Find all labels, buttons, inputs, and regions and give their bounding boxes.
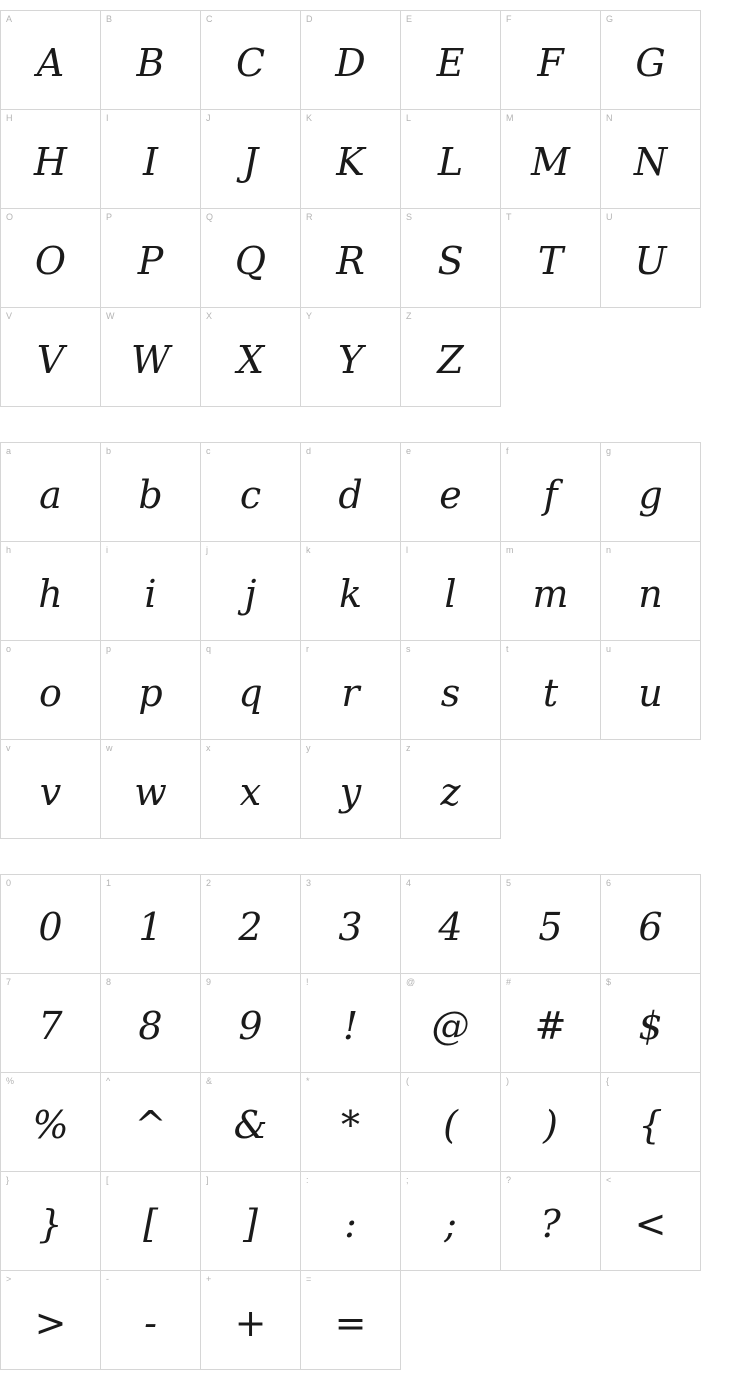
glyph-code-label: ? — [506, 1175, 512, 1185]
glyph-cell[interactable] — [301, 641, 401, 740]
glyph-cell[interactable] — [201, 641, 301, 740]
glyph-code-label: - — [106, 1274, 110, 1284]
glyph-character: % — [32, 1103, 69, 1147]
glyph-cell[interactable] — [501, 974, 601, 1073]
glyph-character: * — [341, 1103, 360, 1147]
glyph-cell[interactable] — [1, 641, 101, 740]
glyph-character: 6 — [638, 905, 663, 949]
glyph-character: ? — [540, 1202, 561, 1246]
glyph-cell[interactable] — [101, 740, 201, 839]
glyph-cell[interactable] — [601, 209, 701, 308]
glyph-character: : — [344, 1202, 357, 1246]
glyph-character: i — [144, 572, 157, 616]
glyph-code-label: M — [506, 113, 514, 123]
glyph-cell[interactable] — [1, 740, 101, 839]
glyph-cell[interactable] — [201, 308, 301, 407]
glyph-character: d — [338, 473, 363, 517]
glyph-cell[interactable] — [301, 1271, 401, 1370]
glyph-character: Q — [234, 239, 267, 283]
glyph-character: D — [335, 41, 366, 85]
glyph-code-label: [ — [106, 1175, 109, 1185]
glyph-cell[interactable] — [201, 11, 301, 110]
glyph-code-label: j — [206, 545, 209, 555]
glyph-character: [ — [143, 1202, 158, 1246]
glyph-character: g — [638, 473, 663, 517]
glyph-character: a — [39, 473, 62, 517]
glyph-cell[interactable] — [201, 110, 301, 209]
glyph-code-label: X — [206, 311, 213, 321]
glyph-cell-empty — [601, 308, 701, 407]
glyph-cell-empty — [401, 1271, 501, 1370]
glyph-cell[interactable] — [1, 209, 101, 308]
glyph-character: ^ — [134, 1103, 167, 1147]
glyph-character: S — [437, 239, 464, 283]
glyph-code-label: @ — [406, 977, 416, 987]
glyph-cell[interactable] — [1, 1073, 101, 1172]
glyph-code-label: ) — [506, 1076, 510, 1086]
glyph-cell[interactable] — [101, 641, 201, 740]
specimen-sections — [0, 10, 740, 1370]
glyph-cell[interactable] — [501, 542, 601, 641]
glyph-code-label: K — [306, 113, 313, 123]
glyph-character: ; — [444, 1202, 457, 1246]
glyph-cell[interactable] — [401, 740, 501, 839]
glyph-cell[interactable] — [1, 11, 101, 110]
glyph-cell[interactable] — [101, 308, 201, 407]
glyph-cell[interactable] — [401, 1172, 501, 1271]
glyph-cell[interactable] — [1, 875, 101, 974]
glyph-code-label: d — [306, 446, 312, 456]
glyph-character: j — [244, 572, 257, 616]
glyph-code-label: g — [606, 446, 612, 456]
glyph-code-label: q — [206, 644, 212, 654]
glyph-cell[interactable] — [101, 1271, 201, 1370]
glyph-character: P — [137, 239, 164, 283]
glyph-character: h — [38, 572, 63, 616]
glyph-cell[interactable] — [601, 974, 701, 1073]
glyph-character: 5 — [538, 905, 563, 949]
glyph-character: $ — [638, 1004, 663, 1048]
glyph-character: } — [38, 1202, 63, 1246]
glyph-section-lowercase — [0, 442, 740, 839]
glyph-code-label: I — [106, 113, 109, 123]
glyph-code-label: A — [6, 14, 13, 24]
glyph-code-label: L — [406, 113, 412, 123]
glyph-code-label: m — [506, 545, 514, 555]
glyph-code-label: o — [6, 644, 12, 654]
glyph-cell[interactable] — [101, 110, 201, 209]
glyph-code-label: > — [6, 1274, 12, 1284]
glyph-code-label: N — [606, 113, 613, 123]
glyph-character: b — [138, 473, 163, 517]
glyph-character: J — [242, 140, 259, 184]
glyph-cell[interactable] — [401, 11, 501, 110]
glyph-code-label: H — [6, 113, 13, 123]
glyph-code-label: s — [406, 644, 411, 654]
glyph-cell[interactable] — [201, 1271, 301, 1370]
glyph-code-label: + — [206, 1274, 212, 1284]
glyph-cell[interactable] — [501, 1172, 601, 1271]
glyph-code-label: 0 — [6, 878, 12, 888]
glyph-code-label: y — [306, 743, 311, 753]
glyph-character: e — [439, 473, 462, 517]
glyph-character: 0 — [38, 905, 63, 949]
glyph-cell[interactable] — [501, 110, 601, 209]
glyph-character: w — [134, 770, 167, 814]
glyph-section-digits-and-symbols — [0, 874, 740, 1370]
glyph-character: - — [144, 1301, 157, 1345]
glyph-code-label: c — [206, 446, 211, 456]
glyph-character: ) — [543, 1103, 558, 1147]
section-gap — [0, 839, 740, 874]
glyph-character: 9 — [238, 1004, 263, 1048]
glyph-cell[interactable] — [301, 110, 401, 209]
glyph-cell[interactable] — [1, 110, 101, 209]
glyph-character: B — [136, 41, 165, 85]
glyph-cell[interactable] — [401, 542, 501, 641]
glyph-character: 8 — [138, 1004, 163, 1048]
glyph-character: 4 — [438, 905, 463, 949]
glyph-cell[interactable] — [401, 641, 501, 740]
glyph-code-label: E — [406, 14, 413, 24]
glyph-character: ! — [342, 1004, 359, 1048]
glyph-cell[interactable] — [501, 209, 601, 308]
glyph-cell-empty — [501, 308, 601, 407]
glyph-character: X — [236, 338, 265, 382]
glyph-character: = — [334, 1301, 367, 1345]
glyph-character: > — [34, 1301, 67, 1345]
glyph-code-label: ( — [406, 1076, 410, 1086]
glyph-character: # — [534, 1004, 567, 1048]
glyph-cell[interactable] — [1, 443, 101, 542]
glyph-code-label: v — [6, 743, 11, 753]
glyph-cell[interactable] — [301, 740, 401, 839]
glyph-character: ] — [243, 1202, 258, 1246]
glyph-code-label: ! — [306, 977, 309, 987]
glyph-cell[interactable] — [401, 974, 501, 1073]
glyph-code-label: 5 — [506, 878, 512, 888]
glyph-cell[interactable] — [201, 1073, 301, 1172]
glyph-grid — [0, 10, 701, 407]
glyph-character: p — [138, 671, 163, 715]
glyph-character: v — [39, 770, 62, 814]
glyph-character: N — [633, 140, 668, 184]
glyph-cell[interactable] — [401, 875, 501, 974]
glyph-cell[interactable] — [301, 1172, 401, 1271]
glyph-character: A — [36, 41, 65, 85]
glyph-character: W — [130, 338, 171, 382]
glyph-character: l — [444, 572, 457, 616]
glyph-cell[interactable] — [501, 11, 601, 110]
glyph-cell[interactable] — [501, 641, 601, 740]
glyph-cell[interactable] — [601, 1073, 701, 1172]
glyph-code-label: { — [606, 1076, 610, 1086]
glyph-cell[interactable] — [1, 542, 101, 641]
glyph-character: G — [635, 41, 666, 85]
glyph-cell[interactable] — [301, 974, 401, 1073]
glyph-code-label: T — [506, 212, 512, 222]
glyph-character: 1 — [138, 905, 163, 949]
section-gap — [0, 407, 740, 442]
glyph-code-label: J — [206, 113, 211, 123]
glyph-code-label: 7 — [6, 977, 12, 987]
glyph-grid — [0, 874, 701, 1370]
glyph-character: T — [537, 239, 564, 283]
glyph-cell[interactable] — [1, 1271, 101, 1370]
glyph-character: L — [437, 140, 464, 184]
glyph-character: 2 — [238, 905, 263, 949]
glyph-character: o — [39, 671, 62, 715]
glyph-cell-empty — [501, 740, 601, 839]
glyph-cell[interactable] — [201, 974, 301, 1073]
glyph-character: R — [336, 239, 365, 283]
glyph-code-label: $ — [606, 977, 612, 987]
glyph-code-label: V — [6, 311, 13, 321]
glyph-code-label: O — [6, 212, 14, 222]
glyph-code-label: * — [306, 1076, 310, 1086]
glyph-code-label: W — [106, 311, 115, 321]
glyph-cell[interactable] — [601, 11, 701, 110]
glyph-code-label: 1 — [106, 878, 112, 888]
glyph-code-label: 2 — [206, 878, 212, 888]
glyph-character: x — [239, 770, 262, 814]
glyph-code-label: p — [106, 644, 112, 654]
glyph-character: t — [542, 671, 559, 715]
glyph-code-label: B — [106, 14, 113, 24]
glyph-code-label: # — [506, 977, 512, 987]
glyph-character: E — [436, 41, 465, 85]
glyph-cell[interactable] — [1, 308, 101, 407]
glyph-character: Z — [437, 338, 464, 382]
glyph-character: H — [33, 140, 68, 184]
glyph-code-label: a — [6, 446, 12, 456]
glyph-cell[interactable] — [601, 110, 701, 209]
glyph-cell[interactable] — [101, 1172, 201, 1271]
glyph-code-label: i — [106, 545, 109, 555]
glyph-code-label: k — [306, 545, 311, 555]
glyph-code-label: h — [6, 545, 12, 555]
glyph-code-label: e — [406, 446, 412, 456]
glyph-grid — [0, 442, 701, 839]
glyph-cell-empty — [601, 740, 701, 839]
glyph-character: m — [532, 572, 569, 616]
glyph-code-label: t — [506, 644, 509, 654]
glyph-cell-empty — [601, 1271, 701, 1370]
glyph-code-label: R — [306, 212, 313, 222]
glyph-character: O — [34, 239, 67, 283]
glyph-cell[interactable] — [301, 443, 401, 542]
glyph-code-label: < — [606, 1175, 612, 1185]
glyph-cell[interactable] — [101, 542, 201, 641]
glyph-character: @ — [431, 1004, 470, 1048]
glyph-cell[interactable] — [1, 1172, 101, 1271]
glyph-code-label: % — [6, 1076, 15, 1086]
glyph-character: + — [234, 1301, 267, 1345]
glyph-code-label: C — [206, 14, 213, 24]
glyph-character: s — [440, 671, 461, 715]
glyph-cell[interactable] — [601, 1172, 701, 1271]
glyph-code-label: } — [6, 1175, 10, 1185]
glyph-cell[interactable] — [301, 209, 401, 308]
glyph-character: c — [239, 473, 262, 517]
glyph-character: K — [336, 140, 365, 184]
glyph-code-label: Y — [306, 311, 313, 321]
glyph-cell[interactable] — [601, 542, 701, 641]
glyph-code-label: z — [406, 743, 411, 753]
glyph-character: k — [338, 572, 363, 616]
glyph-code-label: f — [506, 446, 509, 456]
glyph-code-label: Z — [406, 311, 412, 321]
glyph-code-label: ^ — [106, 1076, 111, 1086]
glyph-cell[interactable] — [101, 1073, 201, 1172]
glyph-character: Y — [337, 338, 364, 382]
glyph-code-label: b — [106, 446, 112, 456]
glyph-character: & — [233, 1103, 268, 1147]
glyph-character: 7 — [38, 1004, 63, 1048]
glyph-cell[interactable] — [601, 443, 701, 542]
glyph-cell[interactable] — [401, 110, 501, 209]
glyph-cell[interactable] — [101, 875, 201, 974]
glyph-code-label: D — [306, 14, 313, 24]
glyph-character: r — [341, 671, 360, 715]
glyph-character: U — [634, 239, 667, 283]
glyph-cell[interactable] — [301, 308, 401, 407]
glyph-code-label: & — [206, 1076, 213, 1086]
glyph-code-label: x — [206, 743, 211, 753]
glyph-code-label: 8 — [106, 977, 112, 987]
glyph-cell[interactable] — [201, 443, 301, 542]
glyph-code-label: F — [506, 14, 512, 24]
glyph-cell[interactable] — [101, 974, 201, 1073]
glyph-code-label: 9 — [206, 977, 212, 987]
glyph-character: F — [537, 41, 564, 85]
glyph-code-label: P — [106, 212, 113, 222]
glyph-cell[interactable] — [201, 875, 301, 974]
glyph-character: M — [531, 140, 570, 184]
glyph-section-uppercase — [0, 10, 740, 407]
glyph-cell[interactable] — [201, 209, 301, 308]
glyph-cell[interactable] — [101, 209, 201, 308]
glyph-code-label: ] — [206, 1175, 209, 1185]
glyph-cell[interactable] — [1, 974, 101, 1073]
glyph-cell[interactable] — [301, 11, 401, 110]
glyph-character: < — [634, 1202, 667, 1246]
glyph-code-label: l — [406, 545, 409, 555]
glyph-character: V — [36, 338, 65, 382]
glyph-code-label: r — [306, 644, 310, 654]
glyph-character: f — [543, 473, 558, 517]
glyph-cell[interactable] — [501, 875, 601, 974]
glyph-cell[interactable] — [401, 1073, 501, 1172]
glyph-code-label: U — [606, 212, 613, 222]
glyph-code-label: u — [606, 644, 612, 654]
glyph-code-label: 6 — [606, 878, 612, 888]
glyph-code-label: 4 — [406, 878, 412, 888]
glyph-code-label: Q — [206, 212, 214, 222]
glyph-code-label: S — [406, 212, 413, 222]
glyph-cell[interactable] — [501, 1073, 601, 1172]
glyph-cell[interactable] — [201, 542, 301, 641]
glyph-cell[interactable] — [301, 875, 401, 974]
glyph-character: C — [235, 41, 266, 85]
glyph-code-label: G — [606, 14, 614, 24]
glyph-character: z — [440, 770, 461, 814]
glyph-code-label: = — [306, 1274, 312, 1284]
glyph-character: 3 — [338, 905, 363, 949]
glyph-cell[interactable] — [101, 443, 201, 542]
glyph-cell-empty — [501, 1271, 601, 1370]
glyph-character: { — [638, 1103, 663, 1147]
glyph-code-label: n — [606, 545, 612, 555]
glyph-cell[interactable] — [401, 443, 501, 542]
glyph-character: n — [638, 572, 663, 616]
glyph-code-label: 3 — [306, 878, 312, 888]
glyph-cell[interactable] — [201, 1172, 301, 1271]
glyph-character: y — [339, 770, 362, 814]
glyph-character: ( — [443, 1103, 458, 1147]
glyph-cell[interactable] — [401, 308, 501, 407]
glyph-cell[interactable] — [501, 443, 601, 542]
glyph-character: I — [142, 140, 158, 184]
glyph-character: q — [238, 671, 263, 715]
glyph-code-label: : — [306, 1175, 309, 1185]
glyph-cell[interactable] — [301, 1073, 401, 1172]
glyph-code-label: ; — [406, 1175, 409, 1185]
glyph-code-label: w — [106, 743, 113, 753]
glyph-cell[interactable] — [401, 209, 501, 308]
glyph-cell[interactable] — [201, 740, 301, 839]
glyph-character: u — [638, 671, 663, 715]
glyph-cell[interactable] — [601, 641, 701, 740]
glyph-cell[interactable] — [101, 11, 201, 110]
glyph-cell[interactable] — [301, 542, 401, 641]
top-spacer — [0, 0, 740, 10]
glyph-cell[interactable] — [601, 875, 701, 974]
